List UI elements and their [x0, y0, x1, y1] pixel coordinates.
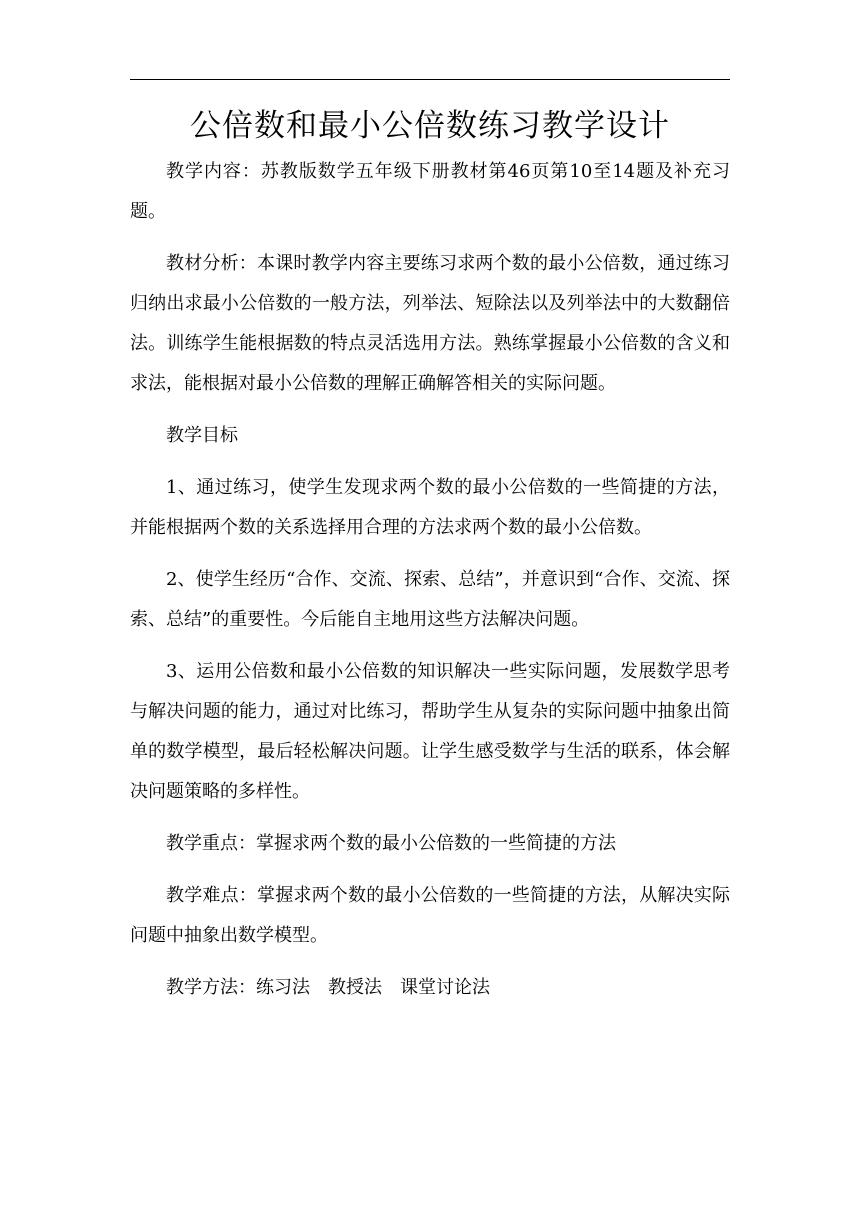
paragraph-objective-2: 2、使学生经历“合作、交流、探索、总结”，并意识到“合作、交流、探索、总结”的重要性。今后能自主地用这些方法解决问题。	[130, 569, 730, 630]
paragraph-objective-3: 3、运用公倍数和最小公倍数的知识解决一些实际问题，发展数学思考与解决问题的能力，通过对比练习，帮助学生从复杂的实际问题中抽象出简单的数学模型，最后轻松解决问题。让学生感受数学与生活的联系，体会解决问题策略的多样性。	[130, 661, 730, 802]
header-rule	[130, 79, 730, 80]
paragraph-difficulty: 教学难点：掌握求两个数的最小公倍数的一些简捷的方法，从解决实际问题中抽象出数学模型。	[130, 885, 730, 946]
document-title: 公倍数和最小公倍数练习教学设计	[190, 108, 670, 144]
paragraph-material-analysis: 教材分析：本课时教学内容主要练习求两个数的最小公倍数，通过练习归纳出求最小公倍数的一般方法，列举法、短除法以及列举法中的大数翻倍法。训练学生能根据数的特点灵活选用方法。熟练掌握最小公倍数的含义和求法，能根据对最小公倍数的理解正确解答相关的实际问题。	[130, 253, 730, 394]
paragraph-key-point: 教学重点：掌握求两个数的最小公倍数的一些简捷的方法	[166, 833, 616, 854]
paragraph-teaching-content: 教学内容：苏教版数学五年级下册教材第46页第10至14题及补充习题。	[130, 161, 730, 222]
paragraph-methods: 教学方法：练习法 教授法 课堂讨论法	[166, 977, 490, 998]
paragraph-objectives-heading: 教学目标	[166, 425, 238, 446]
document-body	[130, 152, 730, 1020]
paragraph-objective-1: 1、通过练习，使学生发现求两个数的最小公倍数的一些简捷的方法，并能根据两个数的关系选择用合理的方法求两个数的最小公倍数。	[130, 477, 730, 538]
